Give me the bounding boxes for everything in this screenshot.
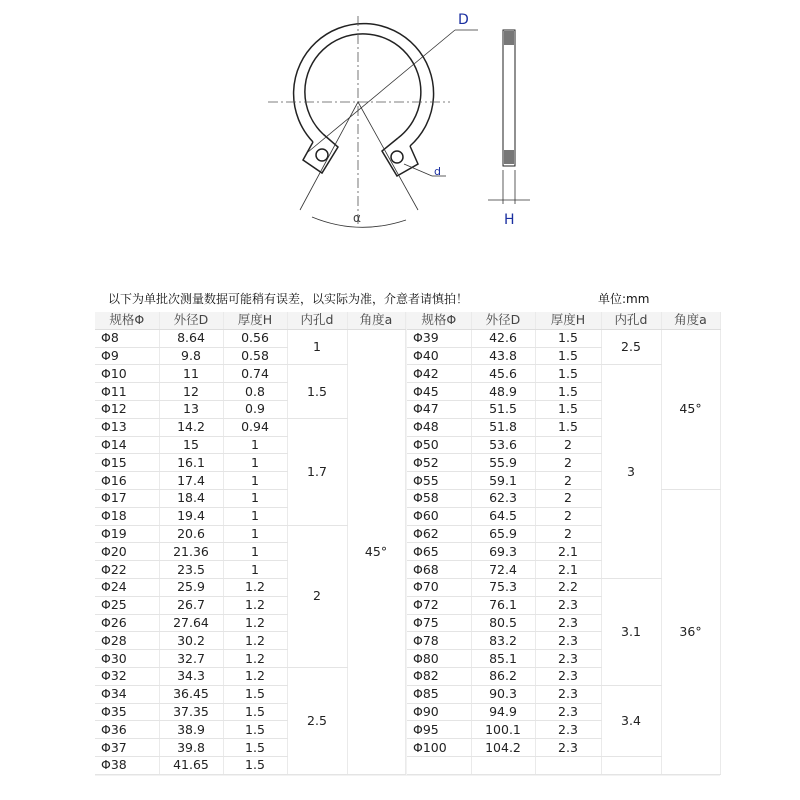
cell-hole-group: 2: [287, 525, 347, 667]
cell-outer-diameter: 39.8: [159, 739, 223, 757]
cell-size: Φ72: [407, 596, 471, 614]
cell-thickness: 1: [223, 472, 287, 490]
cell-size: Φ16: [95, 472, 159, 490]
ring-inner-arc: [305, 34, 421, 138]
cell-outer-diameter: 36.45: [159, 685, 223, 703]
cell-outer-diameter: 26.7: [159, 596, 223, 614]
cell-outer-diameter: 48.9: [471, 383, 535, 401]
cell-size: Φ100: [407, 739, 471, 757]
cell-outer-diameter: 100.1: [471, 721, 535, 739]
cell-size: Φ38: [95, 756, 159, 774]
cell-thickness: 2.3: [535, 685, 601, 703]
cell-outer-diameter: 83.2: [471, 632, 535, 650]
cell-size: Φ90: [407, 703, 471, 721]
cell-outer-diameter: 30.2: [159, 632, 223, 650]
cell-size: Φ12: [95, 400, 159, 418]
cell-thickness: 1.2: [223, 578, 287, 596]
cell-size: Φ19: [95, 525, 159, 543]
cell-outer-diameter: 21.36: [159, 543, 223, 561]
cell-size: Φ65: [407, 543, 471, 561]
table-row: [407, 329, 720, 347]
cell-outer-diameter: 43.8: [471, 347, 535, 365]
cell-size: Φ24: [95, 578, 159, 596]
cell-thickness: 2: [535, 472, 601, 490]
ring-outer-arc: [294, 24, 434, 146]
cell-thickness: 2: [535, 507, 601, 525]
cell-outer-diameter: 25.9: [159, 578, 223, 596]
header-hole: 内孔d: [287, 312, 347, 329]
side-view-top-hatch: [504, 31, 514, 45]
cell-outer-diameter: 18.4: [159, 489, 223, 507]
cell-size: Φ18: [95, 507, 159, 525]
cell-angle-group: 45°: [347, 329, 405, 774]
cell-outer-diameter: 45.6: [471, 365, 535, 383]
cell-outer-diameter: 85.1: [471, 650, 535, 668]
cell-thickness: 1.5: [535, 365, 601, 383]
cell-outer-diameter: 75.3: [471, 578, 535, 596]
cell-size: Φ35: [95, 703, 159, 721]
cell-size: Φ58: [407, 489, 471, 507]
cell-size: Φ26: [95, 614, 159, 632]
cell-size: Φ40: [407, 347, 471, 365]
cell-outer-diameter: 13: [159, 400, 223, 418]
cell-outer-diameter: 76.1: [471, 596, 535, 614]
cell-thickness: 2: [535, 436, 601, 454]
cell-size: Φ13: [95, 418, 159, 436]
measurement-note: 以下为单批次测量数据可能稍有误差，以实际为准，介意者请慎拍！: [108, 292, 469, 306]
cell-size: Φ95: [407, 721, 471, 739]
label-angle: α: [353, 211, 361, 225]
cell-outer-diameter: 32.7: [159, 650, 223, 668]
cell-size: Φ45: [407, 383, 471, 401]
side-view-bottom-hatch: [504, 150, 514, 164]
cell-hole-group: 1.7: [287, 418, 347, 525]
label-diameter: D: [458, 12, 469, 28]
cell-thickness: 0.8: [223, 383, 287, 401]
cell-thickness: 1.5: [535, 329, 601, 347]
cell-outer-diameter: 17.4: [159, 472, 223, 490]
cell-outer-diameter: 15: [159, 436, 223, 454]
cell-thickness: [535, 756, 601, 774]
cell-thickness: 2.3: [535, 650, 601, 668]
retaining-ring-diagram: [0, 0, 800, 290]
cell-thickness: 2: [535, 454, 601, 472]
cell-size: Φ75: [407, 614, 471, 632]
cell-outer-diameter: 16.1: [159, 454, 223, 472]
cell-size: Φ68: [407, 561, 471, 579]
cell-thickness: 1: [223, 436, 287, 454]
cell-outer-diameter: 64.5: [471, 507, 535, 525]
cell-thickness: 0.9: [223, 400, 287, 418]
cell-thickness: 1.2: [223, 650, 287, 668]
header-size: 规格Φ: [407, 312, 471, 329]
cell-size: Φ37: [95, 739, 159, 757]
cell-thickness: 1: [223, 561, 287, 579]
cell-outer-diameter: 38.9: [159, 721, 223, 739]
cell-thickness: 2.3: [535, 739, 601, 757]
cell-thickness: 1.2: [223, 667, 287, 685]
cell-thickness: 1.5: [535, 418, 601, 436]
cell-outer-diameter: 51.8: [471, 418, 535, 436]
cell-size: Φ62: [407, 525, 471, 543]
cell-outer-diameter: 69.3: [471, 543, 535, 561]
cell-outer-diameter: 59.1: [471, 472, 535, 490]
cell-thickness: 1.2: [223, 632, 287, 650]
cell-hole-group: 3: [601, 365, 661, 579]
cell-thickness: 0.94: [223, 418, 287, 436]
cell-outer-diameter: 86.2: [471, 667, 535, 685]
table-header-row: [95, 312, 405, 329]
header-angle: 角度a: [347, 312, 405, 329]
cell-outer-diameter: 62.3: [471, 489, 535, 507]
cell-outer-diameter: 104.2: [471, 739, 535, 757]
cell-thickness: 2.3: [535, 614, 601, 632]
header-thickness: 厚度H: [535, 312, 601, 329]
cell-outer-diameter: 23.5: [159, 561, 223, 579]
left-lug: [303, 134, 338, 173]
cell-size: Φ9: [95, 347, 159, 365]
cell-outer-diameter: 94.9: [471, 703, 535, 721]
header-size: 规格Φ: [95, 312, 159, 329]
cell-hole-group: 1.5: [287, 365, 347, 418]
cell-size: Φ55: [407, 472, 471, 490]
cell-thickness: 2.1: [535, 561, 601, 579]
cell-outer-diameter: [471, 756, 535, 774]
cell-size: Φ22: [95, 561, 159, 579]
table-row: [407, 489, 720, 507]
table-header-row: [407, 312, 720, 329]
cell-outer-diameter: 65.9: [471, 525, 535, 543]
cell-size: Φ8: [95, 329, 159, 347]
cell-thickness: 1.5: [223, 703, 287, 721]
cell-outer-diameter: 90.3: [471, 685, 535, 703]
cell-thickness: 1.5: [535, 383, 601, 401]
side-view-profile: [503, 30, 515, 166]
cell-angle-group: 45°: [661, 329, 720, 489]
cell-size: Φ11: [95, 383, 159, 401]
cell-thickness: 1.5: [223, 756, 287, 774]
cell-thickness: 1: [223, 543, 287, 561]
cell-thickness: 1.5: [223, 739, 287, 757]
cell-thickness: 2.3: [535, 632, 601, 650]
cell-thickness: 2: [535, 489, 601, 507]
label-thickness: H: [504, 212, 515, 228]
cell-outer-diameter: 14.2: [159, 418, 223, 436]
cell-thickness: 1: [223, 489, 287, 507]
cell-size: Φ82: [407, 667, 471, 685]
cell-size: Φ36: [95, 721, 159, 739]
cell-hole-group: 3.4: [601, 685, 661, 756]
cell-thickness: 1.5: [223, 685, 287, 703]
cell-thickness: 2.3: [535, 667, 601, 685]
cell-size: Φ14: [95, 436, 159, 454]
label-hole: d: [434, 165, 441, 178]
cell-outer-diameter: 42.6: [471, 329, 535, 347]
spec-table-right: [407, 312, 721, 775]
cell-hole-group: 3.1: [601, 578, 661, 685]
cell-size: Φ50: [407, 436, 471, 454]
cell-hole-group: 1: [287, 329, 347, 365]
cell-outer-diameter: 8.64: [159, 329, 223, 347]
cell-size: Φ30: [95, 650, 159, 668]
cell-size: Φ34: [95, 685, 159, 703]
header-thickness: 厚度H: [223, 312, 287, 329]
cell-outer-diameter: 11: [159, 365, 223, 383]
cell-size: Φ52: [407, 454, 471, 472]
cell-size: Φ78: [407, 632, 471, 650]
cell-thickness: 0.58: [223, 347, 287, 365]
header-outer-diameter: 外径D: [471, 312, 535, 329]
cell-thickness: 0.56: [223, 329, 287, 347]
cell-outer-diameter: 9.8: [159, 347, 223, 365]
header-angle: 角度a: [661, 312, 720, 329]
cell-thickness: 2.3: [535, 721, 601, 739]
cell-hole-group: 2.5: [287, 667, 347, 774]
cell-outer-diameter: 37.35: [159, 703, 223, 721]
cell-outer-diameter: 19.4: [159, 507, 223, 525]
spec-table-left: [95, 312, 406, 775]
angle-line-right: [358, 102, 418, 210]
spec-table-panel: [95, 312, 720, 776]
cell-thickness: 2.3: [535, 703, 601, 721]
cell-size: Φ70: [407, 578, 471, 596]
right-lug-hole: [391, 151, 403, 163]
cell-size: Φ42: [407, 365, 471, 383]
cell-outer-diameter: 72.4: [471, 561, 535, 579]
table-row: [95, 329, 405, 347]
cell-size: Φ85: [407, 685, 471, 703]
cell-outer-diameter: 12: [159, 383, 223, 401]
cell-outer-diameter: 34.3: [159, 667, 223, 685]
cell-outer-diameter: 41.65: [159, 756, 223, 774]
cell-hole-group: [601, 756, 661, 774]
cell-outer-diameter: 20.6: [159, 525, 223, 543]
cell-thickness: 1: [223, 454, 287, 472]
cell-thickness: 1: [223, 507, 287, 525]
cell-thickness: 1.5: [535, 400, 601, 418]
cell-size: Φ20: [95, 543, 159, 561]
cell-thickness: 1.2: [223, 596, 287, 614]
cell-size: Φ39: [407, 329, 471, 347]
cell-thickness: 1: [223, 525, 287, 543]
cell-outer-diameter: 55.9: [471, 454, 535, 472]
cell-size: Φ17: [95, 489, 159, 507]
header-outer-diameter: 外径D: [159, 312, 223, 329]
cell-thickness: 0.74: [223, 365, 287, 383]
cell-size: Φ10: [95, 365, 159, 383]
cell-size: Φ48: [407, 418, 471, 436]
left-lug-hole: [316, 149, 328, 161]
cell-thickness: 2.1: [535, 543, 601, 561]
cell-size: Φ60: [407, 507, 471, 525]
angle-line-left: [300, 102, 358, 210]
cell-outer-diameter: 53.6: [471, 436, 535, 454]
cell-size: Φ28: [95, 632, 159, 650]
cell-thickness: 2: [535, 525, 601, 543]
cell-hole-group: 2.5: [601, 329, 661, 365]
cell-thickness: 1.5: [535, 347, 601, 365]
cell-size: Φ15: [95, 454, 159, 472]
unit-label: 单位:mm: [598, 292, 650, 306]
cell-angle-group: 36°: [661, 489, 720, 774]
cell-thickness: 1.2: [223, 614, 287, 632]
cell-outer-diameter: 27.64: [159, 614, 223, 632]
cell-size: Φ25: [95, 596, 159, 614]
cell-thickness: 1.5: [223, 721, 287, 739]
cell-thickness: 2.3: [535, 596, 601, 614]
cell-size: [407, 756, 471, 774]
cell-thickness: 2.2: [535, 578, 601, 596]
cell-size: Φ47: [407, 400, 471, 418]
cell-size: Φ32: [95, 667, 159, 685]
cell-outer-diameter: 80.5: [471, 614, 535, 632]
cell-size: Φ80: [407, 650, 471, 668]
header-hole: 内孔d: [601, 312, 661, 329]
cell-outer-diameter: 51.5: [471, 400, 535, 418]
